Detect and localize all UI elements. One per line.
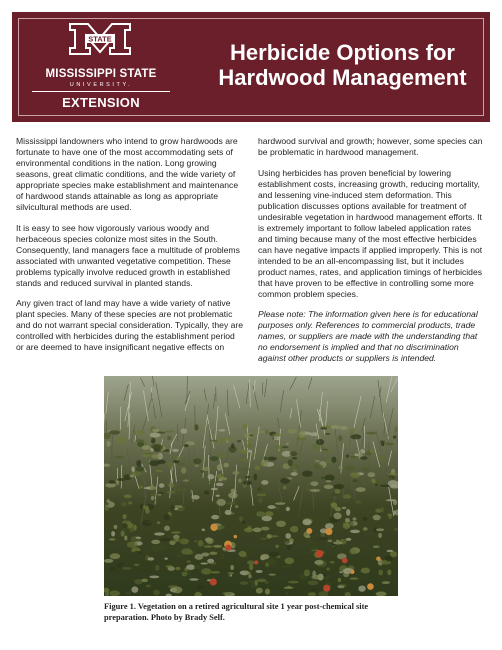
logo-university-label: UNIVERSITY. (69, 82, 133, 88)
paragraph: Mississippi landowners who intend to grow hardwoods are fortunate to have one of the most accommodating sets of environmental conditions in the nation. Long growing seasons, great climatic conditions, and the wide variety of appropriate species make establishment and maintenance of hardwood stands attainable as long as appropriate silvicultural methods are used. (16, 136, 239, 212)
msu-m-logo-icon (68, 22, 132, 56)
msu-extension-logo (26, 22, 176, 112)
figure-caption: Figure 1. Vegetation on a retired agricultural site 1 year post-chemical site preparation. Photo by Brady Self. (104, 602, 369, 622)
logo-divider (32, 91, 170, 92)
logo-badge-text: STATE (88, 34, 112, 44)
left-column (16, 136, 244, 363)
header-banner (12, 12, 490, 122)
paragraph: Using herbicides has proven beneficial by lowering establishment costs, increasing growth, reducing mortality, and lessening vine-induced stem deformation. This publication discusses options available for treatment of undesirable vegetation in hardwood management efforts. It is extremely important to follow labeled application rates and timing because many of the most effective herbicides can have negative impacts if applied improperly. This is not intended to be an all-encompassing list, but it includes product names, rates, and application timings of herbicides that have proven to be effective in controlling some more common problem species. (258, 167, 483, 299)
paragraph: Any given tract of land may have a wide variety of native plant species. Many of these species are not problematic and do not warrant special consideration. Typically, they are controlled with herbicides during the establishment period or are deemed to have insignificant negative effects on (16, 298, 244, 352)
vegetation-photo (104, 376, 398, 596)
page-title: Herbicide Options for Hardwood Management (218, 40, 467, 90)
paragraph: hardwood survival and growth; however, some species can be problematic in hardwood management. (258, 136, 483, 157)
paragraph: It is easy to see how vigorously various woody and herbaceous species colonize most sites in the South. Consequently, land managers face a multitude of problems associated with unwanted vegetative competition. These problems typically involve reduced growth in established stands and reduced survival in planted stands. (16, 222, 240, 288)
logo-extension-label: EXTENSION (62, 95, 140, 110)
right-column (258, 136, 486, 374)
disclaimer-note: Please note: The information given here is for educational purposes only. References to commercial products, trade names, or suppliers are made with the understanding that no endorsement is implied and that no discrimination against other products or suppliers is intended. (258, 309, 478, 363)
logo-university-name: MISSISSIPPI STATE (45, 68, 157, 80)
